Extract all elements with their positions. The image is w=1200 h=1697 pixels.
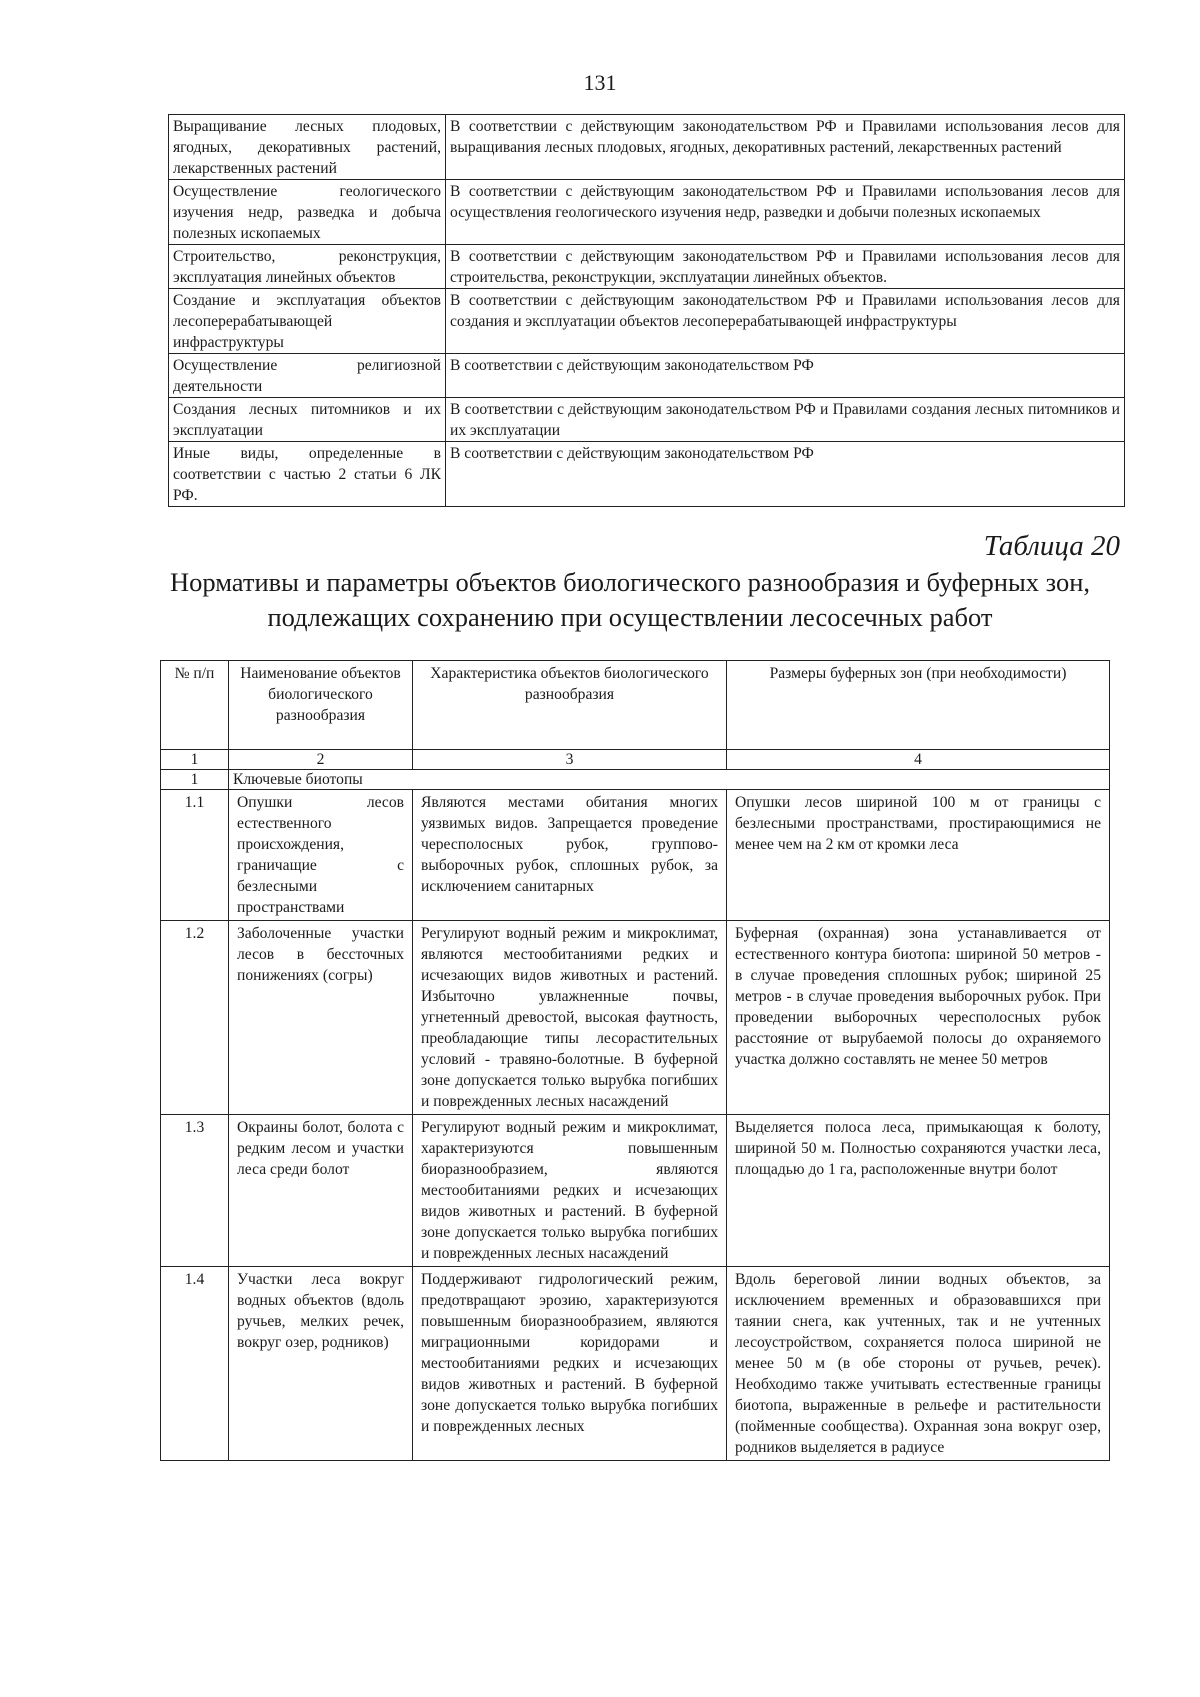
row-number: 1.3 xyxy=(161,1115,229,1267)
activity-cell: Создание и эксплуатация объектов лесоперерабатывающей инфраструктуры xyxy=(169,289,446,354)
section-label: Ключевые биотопы xyxy=(229,770,1110,790)
buffer-zone-size: Буферная (охранная) зона устанавливается от естественного контура биотопа: шириной 50 метров - в случае проведения сплошных рубок; шириной 25 метров - в случае проведения выборочных рубок. При проведении выборочных чересполосных рубок расстояние от вырубаемой полосы до охраняемого участка должно составлять не менее 50 метров xyxy=(727,921,1110,1115)
buffer-zone-size: Выделяется полоса леса, примыкающая к болоту, шириной 50 м. Полностью сохраняются участки леса, площадью до 1 га, расположенные внутри болот xyxy=(727,1115,1110,1267)
table-row xyxy=(169,115,1125,180)
land-use-activities-table xyxy=(168,114,1125,507)
activity-cell: Осуществление геологического изучения недр, разведка и добыча полезных ископаемых xyxy=(169,180,446,245)
section-number: 1 xyxy=(161,770,229,790)
object-name: Участки леса вокруг водных объектов (вдоль ручьев, мелких речек, вокруг озер, родников) xyxy=(229,1267,413,1461)
rule-cell: В соответствии с действующим законодательством РФ xyxy=(446,354,1125,398)
table-header-row xyxy=(161,661,1110,750)
table-row xyxy=(169,442,1125,507)
table-row xyxy=(169,289,1125,354)
table-row xyxy=(169,245,1125,289)
rule-cell: В соответствии с действующим законодательством РФ и Правилами использования лесов для осуществления геологического изучения недр, разведки и добычи полезных ископаемых xyxy=(446,180,1125,245)
column-header-name: Наименование объектов биологического разнообразия xyxy=(229,661,413,750)
page-number: 131 xyxy=(583,70,617,95)
rule-cell: В соответствии с действующим законодательством РФ и Правилами использования лесов для строительства, реконструкции, эксплуатации линейных объектов. xyxy=(446,245,1125,289)
buffer-zone-size: Вдоль береговой линии водных объектов, за исключением временных и образовавшихся при таянии снега, как учтенных, так и не учтенных лесоустройством, сохраняется полоса шириной не менее 50 м (в обе стороны от ручьев, речек). Необходимо также учитывать естественные границы биотопа, выраженные в рельефе и растительности (пойменные сообщества). Охранная зона вокруг озер, родников выделяется в радиусе xyxy=(727,1267,1110,1461)
row-number: 1.1 xyxy=(161,790,229,921)
object-characteristic: Являются местами обитания многих уязвимых видов. Запрещается проведение чересполосных рубок, группово-выборочных рубок, сплошных рубок, за исключением санитарных xyxy=(413,790,727,921)
biodiversity-norms-table xyxy=(160,660,1110,1461)
table-row xyxy=(161,921,1110,1115)
rule-cell: В соответствии с действующим законодательством РФ xyxy=(446,442,1125,507)
object-characteristic: Поддерживают гидрологический режим, предотвращают эрозию, характеризуются повышенным биоразнообразием, являются миграционными коридорами и местообитаниями редких и исчезающих видов животных и растений. В буферной зоне допускается только вырубка погибших и поврежденных лесных xyxy=(413,1267,727,1461)
activity-cell: Выращивание лесных плодовых, ягодных, декоративных растений, лекарственных растений xyxy=(169,115,446,180)
rule-cell: В соответствии с действующим законодательством РФ и Правилами создания лесных питомников и их эксплуатации xyxy=(446,398,1125,442)
table-row xyxy=(161,1115,1110,1267)
buffer-zone-size: Опушки лесов шириной 100 м от границы с безлесными пространствами, простирающимися не менее чем на 2 км от кромки леса xyxy=(727,790,1110,921)
row-number: 1.4 xyxy=(161,1267,229,1461)
table-caption: Таблица 20 xyxy=(983,530,1120,562)
object-name: Окраины болот, болота с редким лесом и участки леса среди болот xyxy=(229,1115,413,1267)
table-row xyxy=(169,180,1125,245)
column-index: 3 xyxy=(413,750,727,770)
row-number: 1.2 xyxy=(161,921,229,1115)
activity-cell: Иные виды, определенные в соответствии с частью 2 статьи 6 ЛК РФ. xyxy=(169,442,446,507)
column-index: 2 xyxy=(229,750,413,770)
table-row xyxy=(161,1267,1110,1461)
section-row xyxy=(161,770,1110,790)
column-header-characteristic: Характеристика объектов биологического разнообразия xyxy=(413,661,727,750)
object-name: Заболоченные участки лесов в бессточных понижениях (согры) xyxy=(229,921,413,1115)
column-index: 1 xyxy=(161,750,229,770)
column-index: 4 xyxy=(727,750,1110,770)
activity-cell: Осуществление религиозной деятельности xyxy=(169,354,446,398)
table-title: Нормативы и параметры объектов биологического разнообразия и буферных зон, подлежащих сохранению при осуществлении лесосечных работ xyxy=(169,567,1091,632)
table-row xyxy=(169,398,1125,442)
rule-cell: В соответствии с действующим законодательством РФ и Правилами использования лесов для выращивания лесных плодовых, ягодных, декоративных растений, лекарственных растений xyxy=(446,115,1125,180)
column-header-number: № п/п xyxy=(161,661,229,750)
activity-cell: Строительство, реконструкция, эксплуатация линейных объектов xyxy=(169,245,446,289)
table-row xyxy=(161,790,1110,921)
rule-cell: В соответствии с действующим законодательством РФ и Правилами использования лесов для создания и эксплуатации объектов лесоперерабатывающей инфраструктуры xyxy=(446,289,1125,354)
object-name: Опушки лесов естественного происхождения, граничащие с безлесными пространствами xyxy=(229,790,413,921)
object-characteristic: Регулируют водный режим и микроклимат, характеризуются повышенным биоразнообразием, являются местообитаниями редких и исчезающих видов животных и растений. В буферной зоне допускается только вырубка погибших и поврежденных лесных насаждений xyxy=(413,1115,727,1267)
column-header-buffer: Размеры буферных зон (при необходимости) xyxy=(727,661,1110,750)
column-index-row xyxy=(161,750,1110,770)
activity-cell: Создания лесных питомников и их эксплуатации xyxy=(169,398,446,442)
object-characteristic: Регулируют водный режим и микроклимат, являются местообитаниями редких и исчезающих видов животных и растений. Избыточно увлажненные почвы, угнетенный древостой, высокая фаутность, преобладающие типы лесорастительных условий - травяно-болотные. В буферной зоне допускается только вырубка погибших и поврежденных лесных насаждений xyxy=(413,921,727,1115)
table-row xyxy=(169,354,1125,398)
